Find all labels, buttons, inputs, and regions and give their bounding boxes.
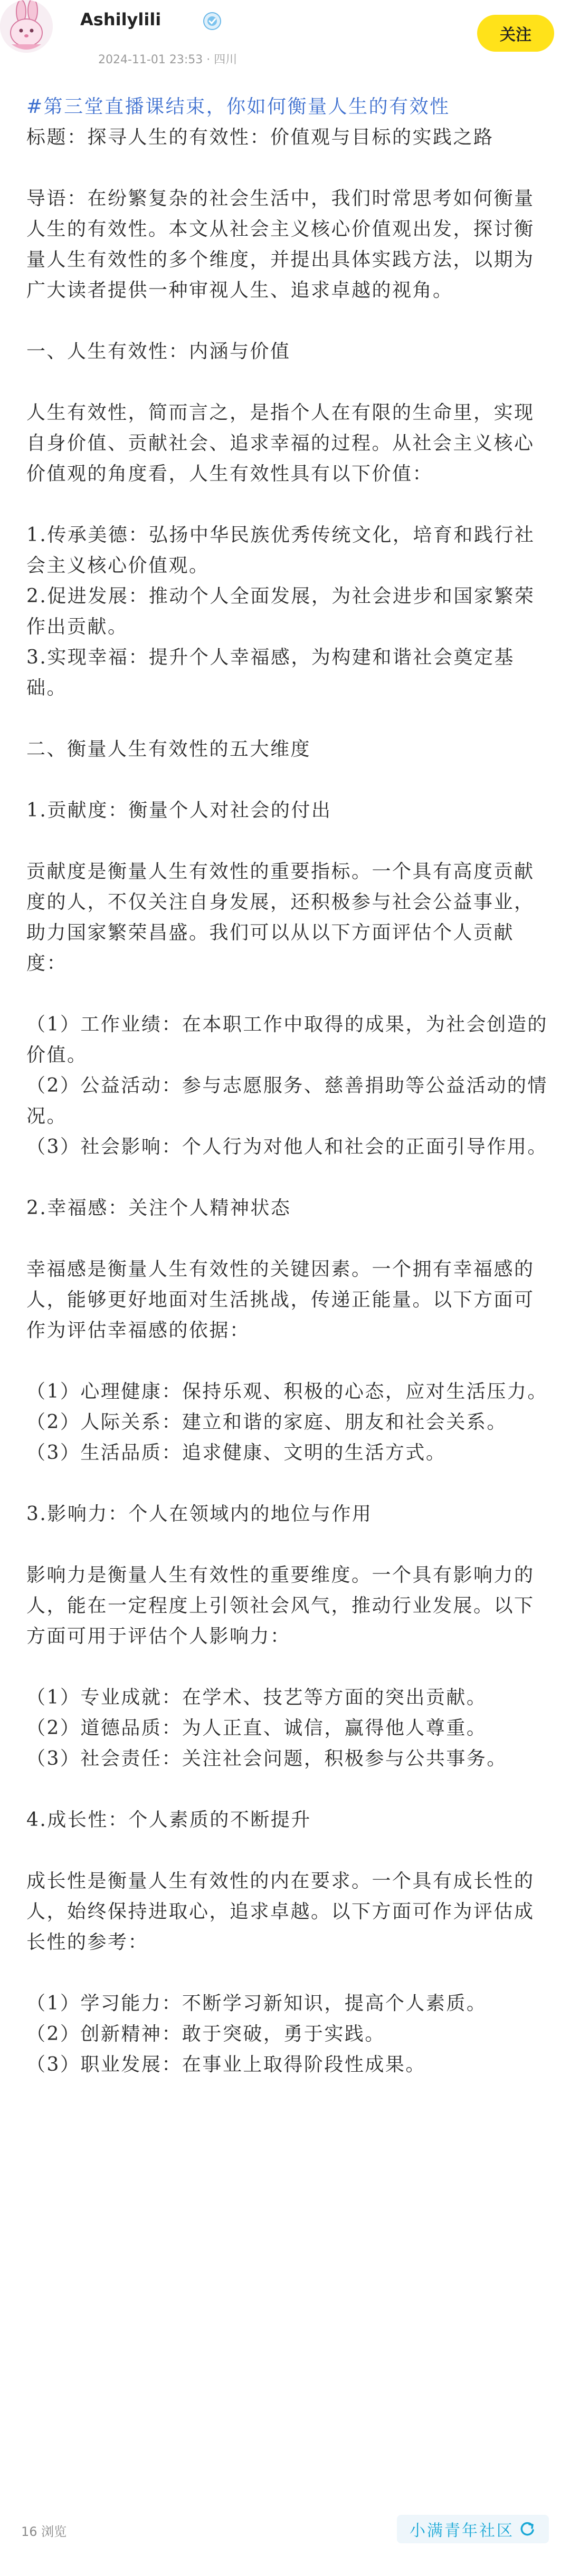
avatar[interactable] <box>0 0 53 53</box>
article-paragraph: （3）社会影响：个人行为对他人和社会的正面引导作用。 <box>26 1136 548 1158</box>
paragraph-gap <box>26 1774 549 1805</box>
article-paragraph: 标题：探寻人生的有效性：价值观与目标的实践之路 <box>26 127 494 148</box>
follow-button[interactable]: 关注 <box>477 15 554 52</box>
article-paragraph: （3）生活品质：追求健康、文明的生活方式。 <box>26 1442 446 1464</box>
paragraph-gap <box>26 979 549 1010</box>
article-paragraph: （3）社会责任：关注社会问题，积极参与公共事务。 <box>26 1748 507 1770</box>
paragraph-gap <box>26 1224 549 1254</box>
article-paragraph: 影响力是衡量人生有效性的重要维度。一个具有影响力的人，能在一定程度上引领社会风气，推动行业发展。以下方面可用于评估个人影响力： <box>26 1564 535 1647</box>
article-paragraph: 一、人生有效性：内涵与价值 <box>26 341 291 362</box>
article-paragraph: 3.影响力：个人在领域内的地位与作用 <box>26 1503 373 1525</box>
refresh-arrow-icon <box>518 2520 536 2538</box>
post-meta: 2024-11-01 23:53 · 四川 <box>98 53 238 66</box>
paragraph-gap <box>26 826 549 857</box>
article-paragraph: 1.贡献度：衡量个人对社会的付出 <box>26 800 332 821</box>
paragraph-gap <box>26 1958 549 1988</box>
article-body <box>26 122 549 2080</box>
paragraph-gap <box>26 765 549 795</box>
paragraph-gap <box>26 1162 549 1193</box>
post-header <box>0 0 570 79</box>
article-paragraph: 1.传承美德：弘扬中华民族优秀传统文化，培育和践行社会主义核心价值观。 <box>26 524 535 576</box>
article-paragraph: （2）人际关系：建立和谐的家庭、朋友和社会关系。 <box>26 1411 507 1433</box>
view-count: 16 浏览 <box>21 2524 67 2539</box>
paragraph-gap <box>26 704 549 734</box>
article-paragraph: （1）专业成就：在学术、技艺等方面的突出贡献。 <box>26 1687 487 1708</box>
community-badge[interactable] <box>397 2515 549 2543</box>
topic-tag[interactable]: #第三堂直播课结束，你如何衡量人生的有效性 <box>26 96 450 118</box>
article-paragraph: （2）创新精神：敢于突破，勇于实践。 <box>26 2023 385 2045</box>
username[interactable]: Ashilylili <box>80 9 162 30</box>
article-paragraph: 成长性是衡量人生有效性的内在要求。一个具有成长性的人，始终保持进取心，追求卓越。以下方面可作为评估成长性的参考： <box>26 1870 535 1953</box>
post-content <box>26 92 549 2080</box>
paragraph-gap <box>26 1468 549 1499</box>
article-paragraph: （2）道德品质：为人正直、诚信，赢得他人尊重。 <box>26 1717 487 1739</box>
article-paragraph: 4.成长性：个人素质的不断提升 <box>26 1809 311 1831</box>
article-paragraph: （1）心理健康：保持乐观、积极的心态，应对生活压力。 <box>26 1381 548 1402</box>
paragraph-gap <box>26 1346 549 1377</box>
article-paragraph: 3.实现幸福：提升个人幸福感，为构建和谐社会奠定基础。 <box>26 647 515 699</box>
paragraph-gap <box>26 153 549 184</box>
article-paragraph: 贡献度是衡量人生有效性的重要指标。一个具有高度贡献度的人，不仅关注自身发展，还积极参与社会公益事业，助力国家繁荣昌盛。我们可以从以下方面评估个人贡献度： <box>26 861 535 974</box>
article-paragraph: （1）工作业绩：在本职工作中取得的成果，为社会创造的价值。 <box>26 1014 548 1066</box>
paragraph-gap <box>26 489 549 520</box>
article-paragraph: （1）学习能力：不断学习新知识，提高个人素质。 <box>26 1993 487 2014</box>
paragraph-gap <box>26 367 549 398</box>
post-footer <box>0 2479 570 2576</box>
paragraph-gap <box>26 306 549 337</box>
paragraph-gap <box>26 1652 549 1683</box>
paragraph-gap <box>26 1835 549 1866</box>
paragraph-gap <box>26 1530 549 1560</box>
article-paragraph: 2.幸福感：关注个人精神状态 <box>26 1197 291 1219</box>
article-paragraph: 人生有效性，简而言之，是指个人在有限的生命里，实现自身价值、贡献社会、追求幸福的过程。从社会主义核心价值观的角度看，人生有效性具有以下价值： <box>26 402 535 485</box>
verified-badge-icon <box>203 12 222 31</box>
article-paragraph: 二、衡量人生有效性的五大维度 <box>26 738 311 760</box>
article-paragraph: 2.促进发展：推动个人全面发展，为社会进步和国家繁荣作出贡献。 <box>26 585 535 638</box>
community-label: 小满青年社区 <box>410 2522 514 2540</box>
article-paragraph: （2）公益活动：参与志愿服务、慈善捐助等公益活动的情况。 <box>26 1075 548 1127</box>
article-paragraph: 导语：在纷繁复杂的社会生活中，我们时常思考如何衡量人生的有效性。本文从社会主义核心价值观出发，探讨衡量人生有效性的多个维度，并提出具体实践方法，以期为广大读者提供一种审视人生、追求卓越的视角。 <box>26 188 535 301</box>
article-paragraph: （3）职业发展：在事业上取得阶段性成果。 <box>26 2054 426 2075</box>
bunny-avatar-icon <box>0 0 53 53</box>
article-paragraph: 幸福感是衡量人生有效性的关键因素。一个拥有幸福感的人，能够更好地面对生活挑战，传递正能量。以下方面可作为评估幸福感的依据： <box>26 1258 535 1341</box>
